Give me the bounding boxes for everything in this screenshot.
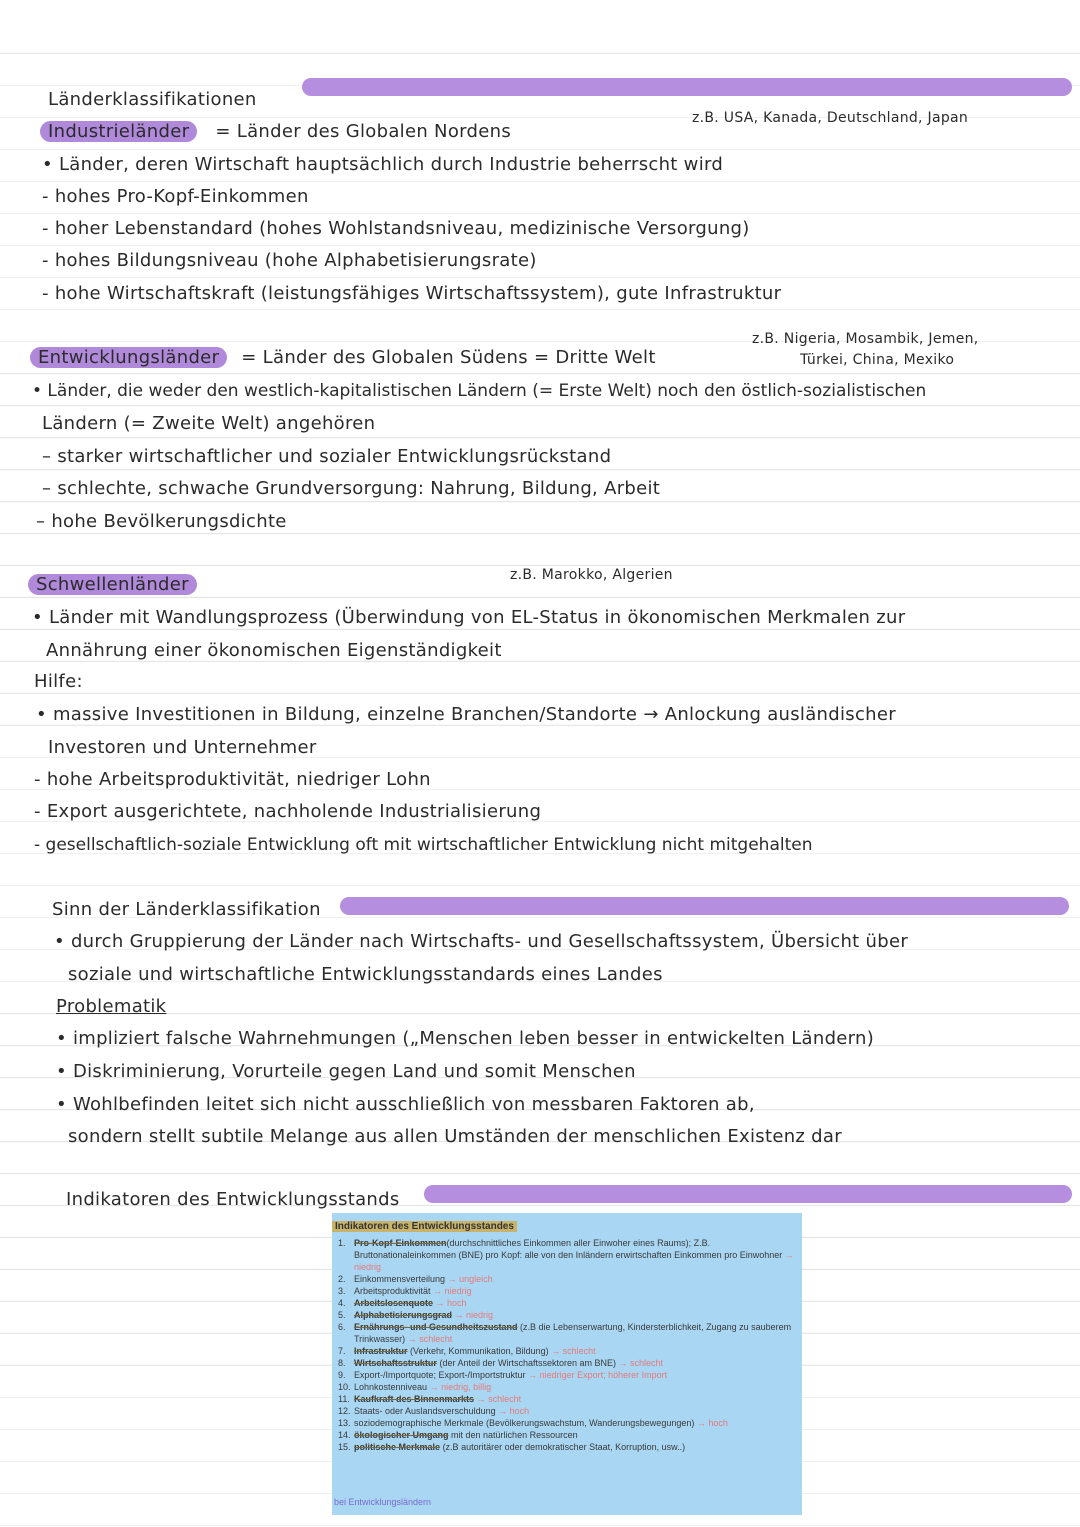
developing-countries-definition: = Länder des Globalen Südens = Dritte Welt: [241, 347, 656, 368]
list-item: 8. Wirtschaftsstruktur (der Anteil der Wirtschaftssektoren am BNE) → schlecht: [338, 1358, 664, 1368]
term-developing-countries: Entwicklungsländer: [30, 347, 227, 368]
industrial-countries-example: z.B. USA, Kanada, Deutschland, Japan: [692, 110, 969, 126]
list-item: 14. ökologischer Umgang mit den natürlichen Ressourcen: [338, 1430, 578, 1440]
list-item: 7. Infrastruktur (Verkehr, Kommunikation, Bildung) → schlecht: [338, 1346, 596, 1356]
developing-line-5: – hohe Bevölkerungsdichte: [36, 511, 287, 532]
industrial-line-3: - hoher Lebenstandard (hohes Wohlstandsniveau, medizinische Versorgung): [42, 218, 750, 239]
emerging-line-5: Investoren und Unternehmer: [48, 737, 317, 758]
section-heading-classifications: Länderklassifikationen: [48, 89, 257, 110]
emerging-line-8: - gesellschaftlich-soziale Entwicklung oft mit wirtschaftlicher Entwicklung nicht mitgehalten: [34, 835, 813, 855]
developing-line-3: – starker wirtschaftlicher und sozialer Entwicklungsrückstand: [42, 446, 612, 467]
section-heading-purpose: Sinn der Länderklassifikation: [52, 899, 321, 920]
photo-footer: bei Entwicklungsländern: [334, 1497, 432, 1507]
industrial-line-4: - hohes Bildungsniveau (hohe Alphabetisierungsrate): [42, 250, 537, 271]
indicator-photo: [332, 1213, 802, 1515]
developing-line-2: Ländern (= Zweite Welt) angehören: [42, 413, 376, 434]
emerging-line-4: • massive Investitionen in Bildung, einzelne Branchen/Standorte → Anlockung ausländischer: [36, 704, 896, 725]
emerging-example: z.B. Marokko, Algerien: [510, 567, 673, 583]
developing-countries-row: [30, 346, 656, 370]
emerging-line-2: Annährung einer ökonomischen Eigenständigkeit: [46, 640, 502, 661]
emerging-line-1: • Länder mit Wandlungsprozess (Überwindung von EL-Status in ökonomischen Merkmalen zur: [32, 607, 906, 628]
list-item: 15. politische Merkmale (z.B autoritärer oder demokratischer Staat, Korruption, usw..): [338, 1442, 686, 1452]
developing-line-1: • Länder, die weder den westlich-kapitalistischen Ländern (= Erste Welt) noch den östlich-sozialistischen: [32, 381, 927, 401]
emerging-line-6: - hohe Arbeitsproduktivität, niedriger Lohn: [34, 769, 431, 790]
list-item: 6. Ernährungs- und Gesundheitszustand (z.B die Lebenserwartung, Kindersterblichkeit, Zugang zu sauberem Trinkwasser) → schlecht: [338, 1322, 792, 1344]
industrial-line-2: - hohes Pro-Kopf-Einkommen: [42, 186, 309, 207]
industrial-countries-row: [40, 120, 511, 144]
industrial-line-5: - hohe Wirtschaftskraft (leistungsfähiges Wirtschaftssystem), gute Infrastruktur: [42, 283, 782, 304]
purpose-line-1: • durch Gruppierung der Länder nach Wirtschafts- und Gesellschaftssystem, Übersicht über: [54, 931, 909, 952]
problem-subheading: Problematik: [56, 996, 167, 1017]
problem-line-1: • impliziert falsche Wahrnehmungen („Menschen leben besser in entwickelten Ländern): [56, 1028, 875, 1049]
problem-line-3: • Wohlbefinden leitet sich nicht ausschließlich von messbaren Faktoren ab,: [56, 1094, 755, 1115]
emerging-countries-row: [28, 573, 197, 597]
problem-line-2: • Diskriminierung, Vorurteile gegen Land und somit Menschen: [56, 1061, 636, 1082]
header-bar-2: [340, 897, 1069, 915]
purpose-line-2: soziale und wirtschaftliche Entwicklungsstandards eines Landes: [68, 964, 663, 985]
list-item: 10. Lohnkostenniveau → niedrig, billig: [338, 1382, 492, 1392]
list-item: 9. Export-/Importquote; Export-/Importstruktur → niedriger Export; höherer Import: [338, 1370, 668, 1380]
header-bar-1: [302, 78, 1072, 96]
developing-line-4: – schlechte, schwache Grundversorgung: Nahrung, Bildung, Arbeit: [42, 478, 661, 499]
term-industrial-countries: Industrieländer: [40, 121, 197, 142]
list-item: 3. Arbeitsproduktivität → niedrig: [338, 1286, 472, 1296]
header-bar-3: [424, 1185, 1072, 1203]
list-item: 2. Einkommensverteilung → ungleich: [338, 1274, 493, 1284]
list-item: 11. Kaufkraft des Binnenmarkts → schlecht: [338, 1394, 522, 1404]
term-emerging-countries: Schwellenländer: [28, 574, 197, 595]
problem-line-4: sondern stellt subtile Melange aus allen Umständen der menschlichen Existenz dar: [68, 1126, 842, 1147]
list-item: 12. Staats- oder Auslandsverschuldung → hoch: [338, 1406, 530, 1416]
emerging-line-7: - Export ausgerichtete, nachholende Industrialisierung: [34, 801, 542, 822]
industrial-countries-definition: = Länder des Globalen Nordens: [215, 121, 512, 142]
developing-example-1: z.B. Nigeria, Mosambik, Jemen,: [752, 331, 979, 347]
industrial-line-1: • Länder, deren Wirtschaft hauptsächlich durch Industrie beherrscht wird: [42, 154, 724, 175]
indicator-list: [338, 1237, 796, 1453]
list-item: 4. Arbeitslosenquote → hoch: [338, 1298, 467, 1308]
list-item: 1. Pro-Kopf-Einkommen(durchschnittliches Einkommen aller Einwoher eines Raums); Z.B. Bruttonationaleinkommen (BNE) pro Kopf: alle von den Inländern erwirtschaften Einkommen pro Einwohner → niedrig: [338, 1238, 794, 1272]
developing-example-2: Türkei, China, Mexiko: [800, 352, 955, 368]
list-item: 13. soziodemographische Merkmale (Bevölkerungswachstum, Wanderungsbewegungen) → hoch: [338, 1418, 728, 1428]
section-heading-indicators: Indikatoren des Entwicklungsstands: [66, 1189, 400, 1210]
list-item: 5. Alphabetisierungsgrad → niedrig: [338, 1310, 494, 1320]
emerging-help-label: Hilfe:: [34, 671, 83, 692]
photo-title: Indikatoren des Entwicklungsstandes: [332, 1221, 517, 1232]
